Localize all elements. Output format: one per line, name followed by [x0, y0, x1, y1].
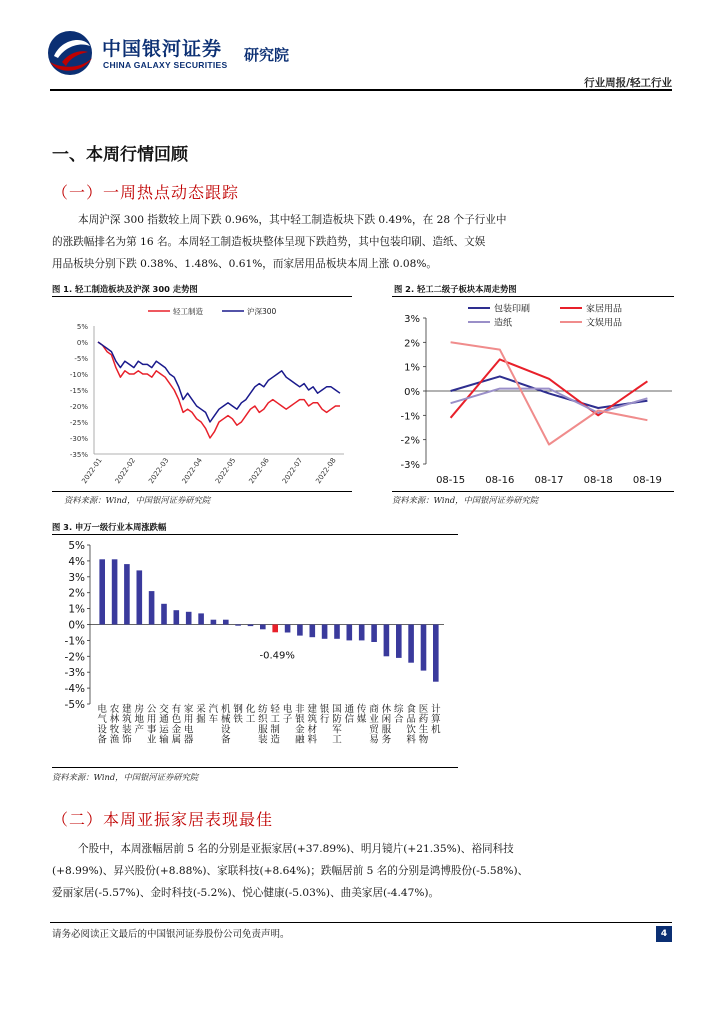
y-tick-label: 2%	[404, 338, 420, 350]
x-tick-char: 渔	[109, 734, 120, 746]
series-line-1	[98, 342, 340, 438]
x-tick-char: 饮	[406, 724, 416, 736]
x-tick-label: 2022-08	[314, 456, 338, 486]
bar-采掘	[198, 613, 204, 624]
y-tick-label: -25%	[69, 419, 88, 427]
x-tick-char: 通	[159, 714, 169, 726]
bar-纺织服装	[260, 625, 266, 630]
x-tick-char: 银	[319, 704, 330, 715]
x-tick-label: 2022-03	[147, 456, 171, 486]
x-tick-label: 2022-07	[280, 456, 305, 486]
x-tick-char: 筑	[122, 714, 132, 726]
figure-1-bottom-rule	[52, 491, 352, 492]
x-tick-char: 造	[270, 734, 280, 746]
x-tick-label: 2022-01	[80, 456, 104, 486]
x-tick-label: 08-19	[632, 475, 662, 486]
x-tick-label: 2022-04	[180, 456, 204, 486]
bar-商业贸易	[371, 625, 377, 643]
bar-综合	[396, 625, 402, 658]
x-tick-char: 属	[171, 734, 182, 746]
x-tick-label: 2022-06	[247, 456, 271, 486]
chart-sw-industry-weekly	[52, 536, 458, 766]
x-tick-char: 设	[220, 724, 231, 736]
x-tick-char: 业	[369, 714, 379, 726]
figure-3-source: 资料来源：Wind，中国银河证券研究院	[52, 772, 199, 782]
x-tick-char: 通	[344, 704, 355, 715]
x-tick-char: 装	[122, 724, 132, 736]
x-tick-char: 商	[369, 704, 379, 715]
x-tick-char: 农	[109, 704, 120, 715]
x-tick-char: 工	[270, 714, 280, 726]
figure-1-caption: 图 1. 轻工制造板块及沪深 300 走势图	[52, 284, 198, 294]
y-tick-label: 5%	[76, 323, 88, 331]
y-tick-label: 1%	[404, 362, 420, 374]
x-tick-char: 地	[134, 714, 145, 726]
x-tick-char: 采	[196, 704, 206, 715]
bar-有色金属	[174, 610, 180, 624]
x-tick-char: 料	[406, 734, 416, 746]
chart-sub-sectors-weekly	[392, 298, 674, 490]
x-tick-char: 金	[295, 724, 305, 736]
x-tick-char: 务	[381, 734, 392, 746]
bar-化工	[248, 625, 254, 627]
x-tick-char: 军	[332, 724, 342, 736]
x-tick-label: 08-17	[534, 475, 564, 486]
x-tick-label: 08-18	[583, 475, 613, 486]
legend-label: 包装印刷	[494, 304, 531, 315]
bar-传媒	[359, 625, 365, 641]
x-tick-char: 输	[159, 734, 169, 746]
bar-银行	[322, 625, 328, 639]
subsection-title-2: （二）本周亚振家居表现最佳	[52, 810, 274, 829]
x-tick-char: 牧	[109, 724, 120, 736]
x-tick-char: 筑	[307, 714, 318, 726]
bar-钢铁	[235, 625, 241, 626]
x-tick-char: 食	[406, 704, 416, 715]
bar-家用电器	[186, 612, 192, 625]
x-tick-char: 贸	[369, 724, 379, 736]
x-tick-char: 闲	[381, 714, 392, 726]
bar-休闲服务	[384, 625, 390, 657]
legend-label: 轻工制造	[173, 307, 203, 316]
y-tick-label: 4%	[68, 555, 85, 568]
paragraph-2	[52, 838, 672, 904]
y-tick-label: 0%	[404, 387, 420, 398]
x-tick-char: 械	[220, 714, 231, 726]
x-tick-char: 公	[146, 704, 157, 715]
x-tick-char: 媒	[356, 714, 367, 726]
subsection-title-1: （一）一周热点动态跟踪	[52, 183, 240, 202]
y-tick-label: 0%	[68, 619, 85, 632]
y-tick-label: -5%	[74, 355, 88, 363]
y-tick-label: -2%	[400, 435, 420, 447]
figure-3-rule	[52, 534, 458, 535]
data-label: -0.49%	[259, 650, 295, 662]
x-tick-char: 气	[97, 714, 107, 726]
x-tick-char: 掘	[196, 714, 206, 726]
x-tick-char: 车	[208, 714, 219, 726]
report-type: 行业周报/轻工行业	[584, 77, 672, 89]
paragraph-line: 用品板块分别下跌 0.38%、1.48%、0.61%，而家居用品板块本周上涨 0.08%。	[52, 258, 438, 270]
figure-3-caption: 图 3. 申万一级行业本周涨跌幅	[52, 522, 167, 532]
x-tick-char: 休	[381, 704, 392, 715]
y-tick-label: -20%	[69, 403, 88, 411]
x-tick-char: 银	[295, 714, 305, 726]
x-tick-char: 设	[97, 724, 107, 736]
legend-label: 沪深300	[247, 307, 277, 316]
x-tick-char: 服	[381, 724, 392, 736]
figure-2-source: 资料来源：Wind，中国银河证券研究院	[392, 495, 539, 505]
x-tick-label: 2022-05	[214, 456, 238, 486]
bar-国防军工	[334, 625, 340, 639]
series-line-2	[98, 342, 340, 422]
x-tick-char: 机	[220, 704, 231, 715]
bar-医药生物	[421, 625, 427, 671]
x-tick-char: 品	[406, 714, 416, 726]
x-tick-char: 信	[344, 714, 355, 726]
x-tick-char: 建	[122, 704, 132, 715]
y-tick-label: -35%	[69, 451, 88, 459]
header-rule	[50, 89, 672, 91]
x-tick-label: 2022-02	[113, 456, 138, 486]
x-tick-char: 业	[146, 734, 157, 746]
figure-1-rule	[52, 296, 352, 297]
x-tick-char: 计	[431, 704, 441, 715]
x-tick-char: 金	[171, 724, 182, 736]
paragraph-line: 爱丽家居(-5.57%)、金时科技(-5.2%)、悦心健康(-5.03%)、曲美家居(-4.47%)。	[52, 887, 440, 899]
x-tick-char: 生	[418, 724, 429, 736]
bar-轻工制造	[272, 625, 278, 633]
footer-rule	[50, 922, 672, 923]
paragraph-line: 本周沪深 300 指数较上周下跌 0.96%，其中轻工制造板块下跌 0.49%，在 28 个子行业中	[78, 214, 507, 226]
x-tick-label: 08-15	[436, 475, 466, 486]
y-tick-label: -15%	[69, 387, 88, 395]
x-tick-char: 备	[220, 734, 231, 746]
figure-3-bottom-rule	[52, 767, 458, 768]
y-tick-label: 3%	[404, 314, 420, 325]
x-tick-char: 运	[159, 724, 169, 736]
bar-通信	[347, 625, 353, 641]
x-tick-char: 行	[319, 714, 330, 726]
figure-2-rule	[392, 296, 674, 297]
section-title: 一、本周行情回顾	[52, 145, 188, 165]
x-tick-char: 电	[183, 724, 194, 736]
x-tick-char: 药	[418, 714, 429, 726]
bar-建筑材料	[310, 625, 316, 638]
x-tick-char: 产	[134, 724, 145, 736]
y-tick-label: -10%	[69, 371, 88, 379]
bar-食品饮料	[408, 625, 414, 663]
x-tick-char: 用	[183, 714, 194, 726]
x-tick-char: 汽	[208, 704, 219, 715]
bar-机械设备	[223, 620, 229, 625]
logo-text-cn: 中国银河证券	[102, 38, 223, 60]
x-tick-char: 融	[295, 734, 305, 746]
y-tick-label: -3%	[400, 460, 420, 471]
bar-非银金融	[297, 625, 303, 636]
bar-电气设备	[99, 559, 105, 624]
x-tick-char: 子	[282, 714, 293, 726]
x-tick-char: 有	[171, 704, 182, 715]
y-tick-label: -3%	[64, 667, 85, 680]
x-tick-char: 防	[332, 714, 342, 726]
logo-text-en: CHINA GALAXY SECURITIES	[103, 60, 228, 70]
bar-电子	[285, 625, 291, 633]
x-tick-char: 交	[159, 704, 169, 715]
institute-label: 研究院	[244, 46, 290, 64]
x-tick-char: 建	[307, 704, 318, 715]
y-tick-label: 1%	[68, 603, 85, 616]
bar-公用事业	[149, 591, 155, 624]
x-tick-char: 铁	[233, 714, 243, 726]
x-tick-char: 医	[418, 704, 429, 715]
x-tick-char: 事	[146, 724, 157, 736]
series-line-1	[451, 376, 648, 408]
x-tick-char: 服	[258, 724, 268, 736]
figure-2-bottom-rule	[392, 491, 674, 492]
x-tick-char: 易	[369, 734, 379, 746]
x-tick-char: 国	[332, 704, 342, 715]
paragraph-line: 个股中，本周涨幅居前 5 名的分别是亚振家居(+37.89%)、明月镜片(+21.35%)、裕同科技	[78, 843, 514, 855]
x-tick-char: 色	[171, 714, 182, 726]
x-tick-char: 电	[282, 704, 293, 715]
x-tick-char: 轻	[270, 704, 280, 715]
paragraph-1	[52, 209, 672, 275]
y-tick-label: -1%	[64, 635, 85, 648]
y-tick-label: 3%	[68, 571, 85, 584]
bar-汽车	[211, 620, 217, 625]
x-tick-char: 算	[431, 714, 441, 726]
x-tick-char: 物	[418, 734, 429, 746]
y-tick-label: -30%	[69, 435, 88, 443]
x-tick-char: 林	[109, 714, 120, 726]
chart-light-industry-vs-hs300	[52, 298, 352, 490]
y-tick-label: 5%	[68, 540, 85, 552]
legend-label: 家居用品	[586, 304, 623, 315]
legend-label: 造纸	[494, 318, 513, 329]
figure-1-source: 资料来源：Wind，中国银河证券研究院	[64, 495, 211, 505]
x-tick-char: 房	[134, 704, 145, 715]
x-tick-char: 工	[245, 714, 256, 726]
page-number: 4	[656, 926, 672, 942]
y-tick-label: -1%	[400, 411, 420, 423]
x-tick-char: 装	[258, 734, 268, 746]
x-tick-char: 合	[393, 714, 404, 726]
x-tick-char: 纺	[258, 704, 268, 715]
paragraph-line: 的涨跌幅排名为第 16 名。本周轻工制造板块整体呈现下跌趋势，其中包装印刷、造纸、文娱	[52, 236, 486, 248]
x-tick-char: 制	[270, 724, 280, 736]
x-tick-char: 钢	[233, 704, 243, 715]
y-tick-label: 0%	[76, 339, 88, 347]
figure-2-caption: 图 2. 轻工二级子板块本周走势图	[394, 284, 517, 294]
legend-label: 文娱用品	[586, 318, 623, 329]
y-tick-label: -4%	[64, 683, 85, 696]
y-tick-label: -5%	[64, 699, 85, 711]
x-tick-char: 传	[356, 704, 367, 715]
x-tick-char: 家	[183, 704, 194, 715]
bar-建筑装饰	[124, 564, 130, 624]
bar-计算机	[433, 625, 439, 682]
x-tick-char: 料	[307, 734, 318, 746]
galaxy-logo-icon	[44, 28, 96, 78]
x-tick-char: 用	[146, 714, 157, 726]
x-tick-char: 器	[183, 734, 194, 746]
bar-房地产	[137, 570, 143, 624]
x-tick-label: 08-16	[485, 475, 515, 486]
x-tick-char: 材	[307, 724, 318, 736]
x-tick-char: 工	[332, 734, 342, 746]
x-tick-char: 非	[295, 704, 305, 715]
bar-交通运输	[161, 604, 167, 625]
footer-disclaimer: 请务必阅读正文最后的中国银河证券股份公司免责声明。	[52, 929, 290, 940]
x-tick-char: 综	[393, 704, 404, 715]
x-tick-char: 机	[431, 724, 441, 736]
x-tick-char: 化	[245, 704, 256, 715]
x-tick-char: 电	[97, 704, 107, 715]
x-tick-char: 饰	[122, 734, 132, 746]
y-tick-label: 2%	[68, 587, 85, 600]
paragraph-line: (+8.99%)、昇兴股份(+8.88%)、家联科技(+8.64%)；跌幅居前 5 名的分别是鸿博股份(-5.58%)、	[52, 865, 529, 877]
y-tick-label: -2%	[64, 651, 85, 664]
bar-农林牧渔	[112, 559, 118, 624]
x-tick-char: 备	[97, 734, 107, 746]
x-tick-char: 织	[258, 714, 268, 726]
